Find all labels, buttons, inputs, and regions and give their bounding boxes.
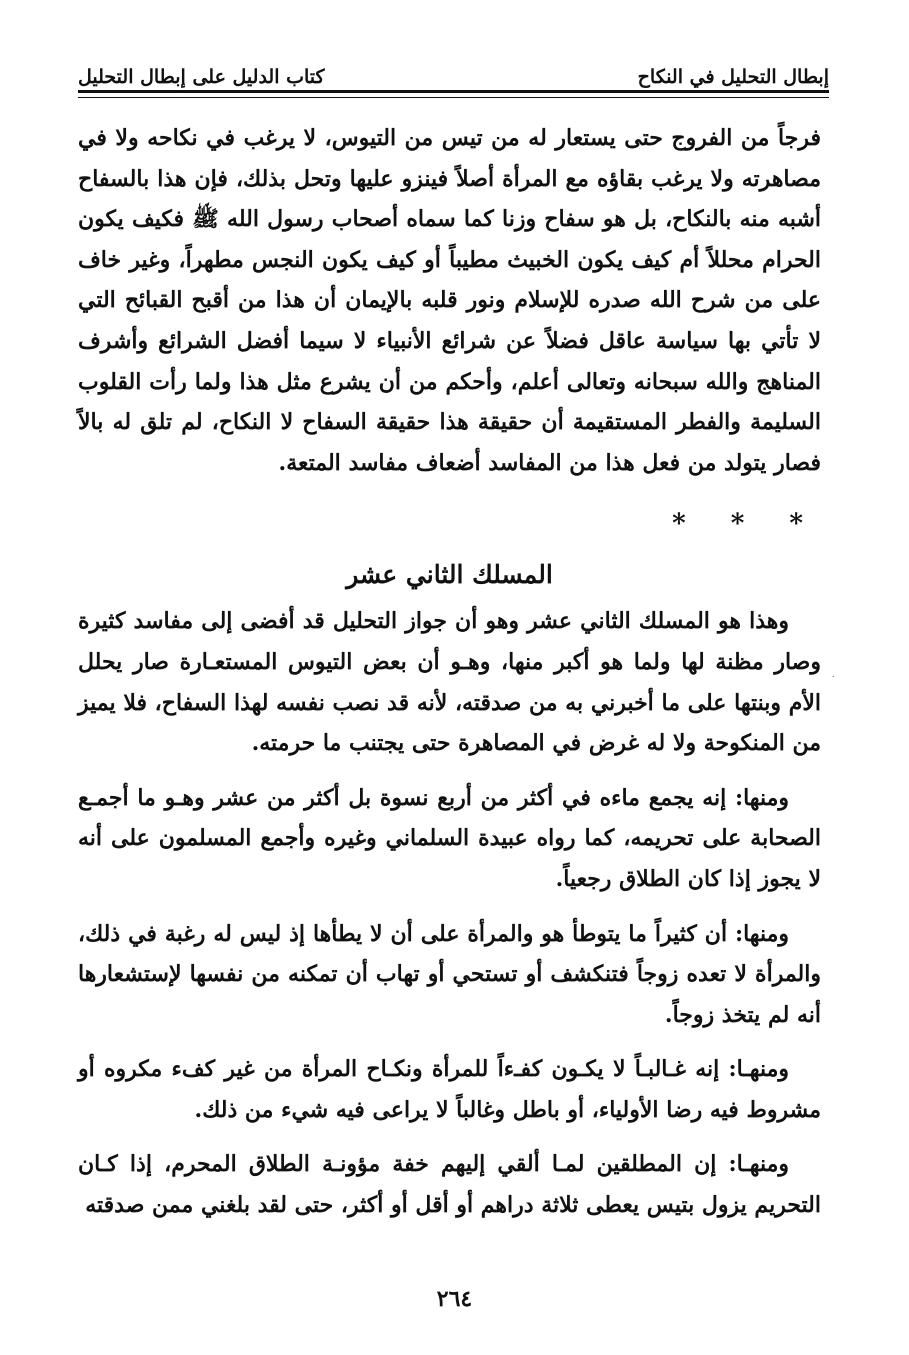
- header-left-title: كتاب الدليل على إبطال التحليل: [78, 66, 325, 88]
- section-paragraph-1: وهذا هو المسلك الثاني عشر وهو أن جواز التحليل قد أفضى إلى مفاسد كثيرة وصار مظنة لها ولما هو أكبر منها، وهـو أن بعض التيوس المستعـارة صار يحلل الأم وبنتها على ما أخبرني به من صدقته، لأنه قد نصب نفسه لهذا السفاح، فلا يميز من المنكوحة ولا له غرض في المصاهرة حتى يجتنب ما حرمته.: [78, 608, 821, 757]
- opening-paragraph: فرجاً من الفروج حتى يستعار له من تيس من التيوس، لا يرغب في نكاحه ولا في مصاهرته ولا يرغب بقاؤه مع المرأة أصلاً فينزو عليها وتحل بذلك، فإن هذا بالسفاح أشبه منه بالنكاح، بل هو سفاح وزنا كما سماه أصحاب رسول الله ﷺ فكيف يكون الحرام محللاً أم كيف يكون الخبيث مطيباً أو كيف يكون النجس مطهراً، وغير خاف على من شرح الله صدره للإسلام ونور قلبه بالإيمان أن هذا من أقبح القبائح التي لا تأتي بها سياسة عاقل فضلاً عن شرائع الأنبياء لا سيما أفضل الشرائع وأشرف المناهج والله سبحانه وتعالى أعلم، وأحكم من أن يشرع مثل هذا ولما رأت القلوب السليمة والفطر المستقيمة أن حقيقة هذا حقيقة السفاح لا النكاح، لم تلق له بالاً فصار يتولد من فعل هذا من المفاسد أضعاف مفاسد المتعة.: [78, 125, 821, 476]
- section-paragraph-5: ومنهـا: إن المطلقين لمـا ألقي إليهم خفة مؤونـة الطلاق المحرم، إذا كـان التحريم يزول بتيس يعطى ثلاثة دراهم أو أقل أو أكثر، حتى لقد بلغني ممن صدقته: [78, 1151, 821, 1219]
- page-body: [78, 118, 821, 1226]
- header-rule-thin: [78, 97, 829, 98]
- header-rule-thick: [78, 90, 829, 93]
- section-heading: المسلك الثاني عشر: [346, 560, 553, 590]
- section-separator: * * *: [672, 509, 821, 540]
- running-header: [78, 54, 829, 88]
- header-right-title: إبطال التحليل في النكاح: [637, 66, 829, 88]
- section-paragraph-2: ومنها: إنه يجمع ماءه في أكثر من أربع نسوة بل أكثر من عشر وهـو ما أجمـع الصحابة على تحريمه، كما رواه عبيدة السلماني وغيره وأجمع المسلمون على أنه لا يجوز إذا كان الطلاق رجعياً.: [78, 784, 821, 892]
- section-paragraph-3: ومنها: أن كثيراً ما يتوطأ هو والمرأة على أن لا يطأها إذ ليس له رغبة في ذلك، والمرأة لا تعده زوجاً فتنكشف أو تستحي أو تهاب أن تمكنه من نفسها لإستشعارها أنه لم يتخذ زوجاً.: [78, 920, 821, 1028]
- page-number: ٢٦٤: [436, 1286, 473, 1312]
- section-paragraph-4: ومنهـا: إنه غـالبـاً لا يكـون كفـءاً للمرأة ونكـاح المرأة من غير كفء مكروه أو مشروط فيه رضا الأولياء، أو باطل وغالباً لا يراعى فيه شيء من ذلك.: [78, 1056, 821, 1123]
